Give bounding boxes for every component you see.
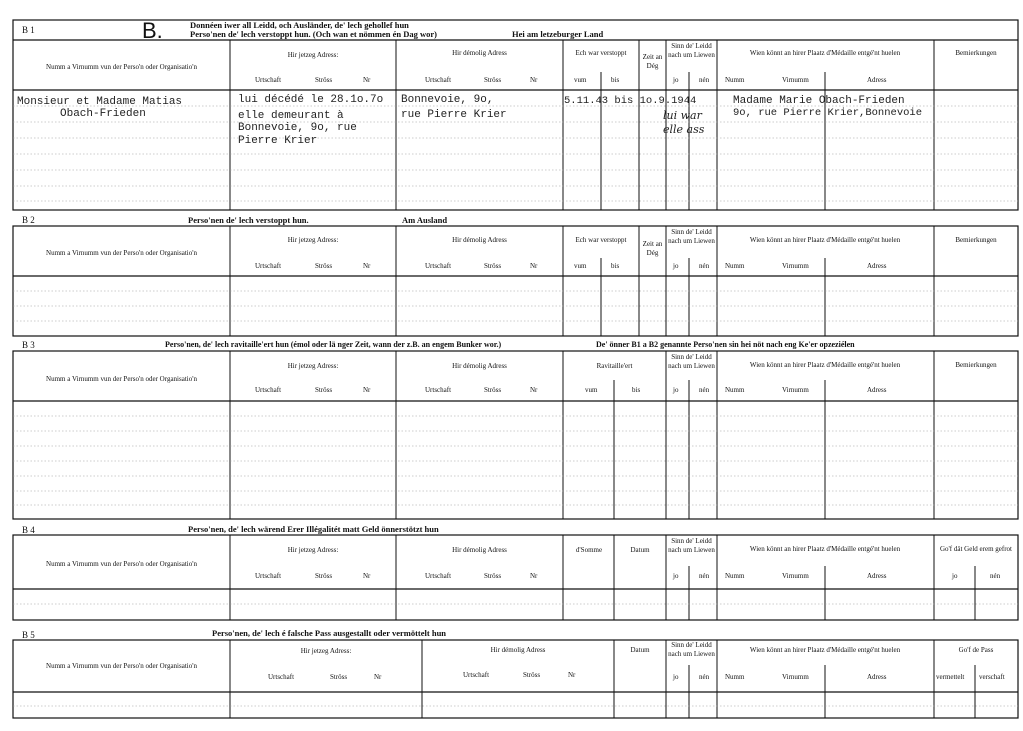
b1-big-letter: B.: [142, 18, 163, 43]
b4-col-medal: Wien könnt an hirer Plaatz d'Médaille entgé'nt huelen: [749, 545, 901, 553]
b3-sub-bis: bis: [632, 386, 641, 394]
b1-col-medal: Wien könnt an hirer Plaatz d'Médaille entgé'nt huelen: [749, 49, 901, 57]
b4-sub-virnumm: Virnumm: [782, 572, 809, 580]
b5-col-pass: Go'f de Pass: [958, 646, 994, 654]
b1-sub-stross-2: Ströss: [484, 76, 502, 84]
b1-sub-nen: nén: [699, 76, 710, 84]
entry-medal-line1: Madame Marie Obach-Frieden: [733, 95, 905, 107]
b2-sub-nr-2: Nr: [530, 262, 538, 270]
entry-alive-hand1: lui war: [663, 109, 702, 122]
b2-sub-jo: jo: [673, 262, 679, 270]
b2-col-time: Zeit an Dég: [642, 240, 663, 257]
b4-section-label: B 4: [22, 525, 35, 535]
entry-current-line1: lui décédé le 28.1o.7o: [238, 94, 384, 106]
b5-sub-stross-1: Ströss: [330, 673, 348, 681]
b4-sub-urtschaft-2: Urtschaft: [425, 572, 452, 580]
b5-title: Perso'nen, de' lech é falsche Pass ausgestallt oder vermöttelt hun: [212, 628, 447, 638]
entry-name-line1: Monsieur et Madame Matias: [17, 96, 183, 108]
entry-former-line1: Bonnevoie, 9o,: [401, 94, 494, 106]
b4-col-money: Go'f dät Geld erem gefrot: [939, 545, 1012, 553]
b2-col-hidden: Ech war verstoppt: [575, 236, 627, 244]
b1-sub-numm: Numm: [725, 76, 745, 84]
b3-sub-virnumm: Virnumm: [782, 386, 809, 394]
b4-sub-nr-1: Nr: [363, 572, 371, 580]
b5-sub-stross-2: Ströss: [523, 671, 541, 679]
entry-former-line2: rue Pierre Krier: [401, 109, 507, 121]
b5-col-datum: Datum: [630, 646, 650, 654]
b3-col-medal: Wien könnt an hirer Plaatz d'Médaille entgé'nt huelen: [749, 361, 901, 369]
b1-sub-virnumm: Virnumm: [782, 76, 809, 84]
b2-sub-numm: Numm: [725, 262, 745, 270]
b1-sub-jo: jo: [673, 76, 679, 84]
b1-sub-bis: bis: [611, 76, 620, 84]
b1-sub-stross-1: Ströss: [315, 76, 333, 84]
b5-section-label: B 5: [22, 630, 35, 640]
b2-scope: Am Ausland: [402, 215, 448, 225]
b2-col-former: Hir démolig Adress: [452, 236, 507, 244]
b4-sub-stross-1: Ströss: [315, 572, 333, 580]
b2-col-medal: Wien könnt an hirer Plaatz d'Médaille entgé'nt huelen: [749, 236, 901, 244]
b2-sub-bis: bis: [611, 262, 620, 270]
b4-sub-numm: Numm: [725, 572, 745, 580]
b1-col-name: Numm a Virnumm vun der Perso'n oder Organisatio'n: [46, 63, 197, 71]
entry-current-line2: elle demeurant à: [238, 110, 344, 122]
b2-sub-vum: vum: [574, 262, 587, 270]
b3-sub-stross-2: Ströss: [484, 386, 502, 394]
b3-col-alive: Sinn de' Leidd nach um Liewen: [668, 353, 715, 370]
b3-sub-nen: nén: [699, 386, 710, 394]
b1-col-current: Hir jetzeg Adress:: [287, 51, 339, 59]
b5-sub-numm: Numm: [725, 673, 745, 681]
b2-section-label: B 2: [22, 215, 35, 225]
b1-title-line1: Donnéen iwer all Leidd, och Ausländer, de' lech gehollef hun: [190, 20, 409, 30]
entry-alive-hand2: elle ass: [663, 123, 705, 136]
b3-sub-urtschaft-1: Urtschaft: [255, 386, 282, 394]
b4-sub-nen-money: nén: [990, 572, 1001, 580]
b3-sub-nr-1: Nr: [363, 386, 371, 394]
b4-sub-urtschaft-1: Urtschaft: [255, 572, 282, 580]
b5-col-former: Hir démolig Adress: [490, 646, 546, 654]
b3-sub-stross-1: Ströss: [315, 386, 333, 394]
b1-title-line2: Perso'nen de' lech verstoppt hun. (Och wan et nömmen én Dag wor): [190, 29, 437, 39]
b1-sub-vum: vum: [574, 76, 587, 84]
b5-sub-vermettelt: vermettelt: [936, 673, 965, 681]
b5-sub-urtschaft-1: Urtschaft: [268, 673, 295, 681]
entry-name-line2: Obach-Frieden: [60, 108, 146, 120]
entry-current-line4: Pierre Krier: [238, 135, 318, 147]
b4-sub-nr-2: Nr: [530, 572, 538, 580]
b2-sub-stross-1: Ströss: [315, 262, 333, 270]
b3-sub-urtschaft-2: Urtschaft: [425, 386, 452, 394]
b2-sub-nen: nén: [699, 262, 710, 270]
b1-col-alive: Sinn de' Leidd nach um Liewen: [668, 42, 715, 59]
entry-hidden-dates: 5.11.43 bis 1o.9.1944: [564, 95, 697, 107]
b4-title: Perso'nen, de' lech wärend Erer Illégalitét matt Geld önnerstötzt hun: [188, 524, 439, 534]
b5-col-alive: Sinn de' Leidd nach um Liewen: [668, 641, 715, 658]
b3-title: Perso'nen, de' lech ravitaille'ert hun (émol oder lä nger Zeit, wann der z.B. an engem Bunker wor.): [165, 340, 502, 349]
b3-sub-jo: jo: [673, 386, 679, 394]
b1-sub-nr-2: Nr: [530, 76, 538, 84]
b4-col-former: Hir démolig Adress: [452, 546, 507, 554]
b3-col-name: Numm a Virnumm vun der Perso'n oder Organisatio'n: [46, 375, 197, 383]
b5-sub-virnumm: Virnumm: [782, 673, 809, 681]
b3-sub-adress: Adress: [867, 386, 887, 394]
b1-col-former: Hir démolig Adress: [452, 49, 507, 57]
b5-sub-nen: nén: [699, 673, 710, 681]
b5-sub-urtschaft-2: Urtschaft: [463, 671, 490, 679]
b3-col-current: Hir jetzeg Adress:: [287, 362, 339, 370]
entry-medal-line2: 9o, rue Pierre Krier,Bonnevoie: [733, 107, 923, 119]
b4-sub-jo-money: jo: [952, 572, 958, 580]
b1-col-time: Zeit an Dég: [642, 53, 663, 70]
b4-sub-nen: nén: [699, 572, 710, 580]
b3-note: De' önner B1 a B2 genannte Perso'nen sin hei nöt nach eng Ke'er opzeziélen: [596, 340, 855, 349]
b5-sub-jo: jo: [673, 673, 679, 681]
b2-sub-stross-2: Ströss: [484, 262, 502, 270]
b1-sub-nr-1: Nr: [363, 76, 371, 84]
b5-col-current: Hir jetzeg Adress:: [300, 647, 352, 655]
entry-current-line3: Bonnevoie, 9o, rue: [238, 122, 357, 134]
b2-sub-adress: Adress: [867, 262, 887, 270]
b4-col-current: Hir jetzeg Adress:: [287, 546, 339, 554]
b1-title-scope: Hei am letzeburger Land: [512, 29, 604, 39]
b4-sub-adress: Adress: [867, 572, 887, 580]
b1-sub-adress: Adress: [867, 76, 887, 84]
b2-col-current: Hir jetzeg Adress:: [287, 236, 339, 244]
b1-col-hidden: Ech war verstoppt: [575, 49, 627, 57]
b5-sub-nr-1: Nr: [374, 673, 382, 681]
b3-col-former: Hir démolig Adress: [452, 362, 507, 370]
b4-sub-jo: jo: [673, 572, 679, 580]
b5-col-medal: Wien könnt an hirer Plaatz d'Médaille entgé'nt huelen: [749, 646, 901, 654]
b2-sub-urtschaft-1: Urtschaft: [255, 262, 282, 270]
b4-col-somme: d'Somme: [575, 546, 603, 554]
b2-col-alive: Sinn de' Leidd nach um Liewen: [668, 228, 715, 245]
b3-sub-vum: vum: [585, 386, 598, 394]
b1-sub-urtschaft-2: Urtschaft: [425, 76, 452, 84]
b1-col-remarks: Bemierkungen: [955, 49, 997, 57]
b3-col-remarks: Bemierkungen: [955, 361, 997, 369]
b2-sub-urtschaft-2: Urtschaft: [425, 262, 452, 270]
b3-section-label: B 3: [22, 340, 35, 350]
b4-sub-stross-2: Ströss: [484, 572, 502, 580]
b5-sub-nr-2: Nr: [568, 671, 576, 679]
b4-col-alive: Sinn de' Leidd nach um Liewen: [668, 537, 715, 554]
b2-sub-virnumm: Virnumm: [782, 262, 809, 270]
b2-col-remarks: Bemierkungen: [955, 236, 997, 244]
b3-sub-numm: Numm: [725, 386, 745, 394]
b2-title: Perso'nen de' lech verstoppt hun.: [188, 215, 309, 225]
b2-sub-nr-1: Nr: [363, 262, 371, 270]
b4-col-name: Numm a Virnumm vun der Perso'n oder Organisatio'n: [46, 560, 197, 568]
b3-sub-nr-2: Nr: [530, 386, 538, 394]
b1-section-label: B 1: [22, 25, 35, 35]
b4-col-datum: Datum: [630, 546, 650, 554]
b1-sub-urtschaft-1: Urtschaft: [255, 76, 282, 84]
b2-col-name: Numm a Virnumm vun der Perso'n oder Organisatio'n: [46, 249, 197, 257]
b5-sub-verschaft: verschaft: [979, 673, 1005, 681]
b5-col-name: Numm a Virnumm vun der Perso'n oder Organisatio'n: [46, 662, 197, 670]
b5-sub-adress: Adress: [867, 673, 887, 681]
b3-col-ravitaille: Ravitaille'ert: [596, 362, 633, 370]
